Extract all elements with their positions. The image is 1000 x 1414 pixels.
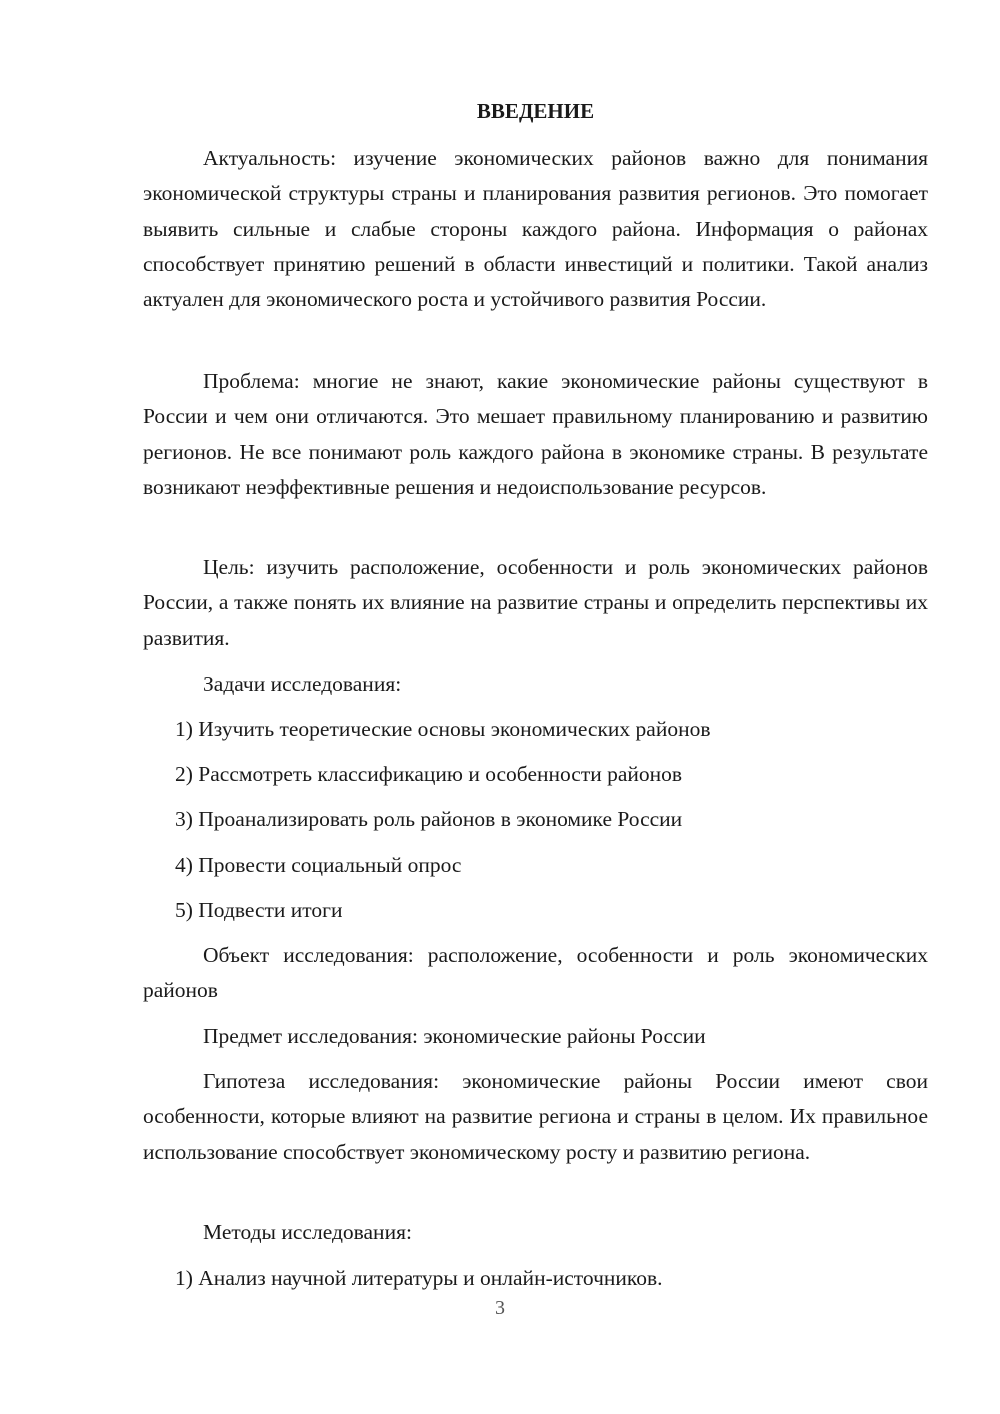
tasks-label: Задачи исследования: [203, 672, 402, 696]
method-item: 1) Анализ научной литературы и онлайн-источников. [175, 1266, 663, 1290]
paragraph-goal: Цель: изучить расположение, особенности и роль экономических районов России, а также понять их влияние на развитие страны и определить перспективы их развития. [143, 555, 928, 650]
task-item: 2) Рассмотреть классификацию и особенности районов [175, 762, 683, 786]
methods-label: Методы исследования: [203, 1220, 412, 1244]
paragraph-hypothesis: Гипотеза исследования: экономические районы России имеют свои особенности, которые влияют на развитие региона и страны в целом. Их правильное использование способствует экономическому росту и развитию региона. [143, 1069, 928, 1164]
task-item: 5) Подвести итоги [175, 898, 343, 922]
paragraph-relevance: Актуальность: изучение экономических районов важно для понимания экономической структуры страны и планирования развития регионов. Это помогает выявить сильные и слабые стороны каждого района. Информация о районах способствует принятию решений в области инвестиций и политики. Такой анализ актуален для экономического роста и устойчивого развития России. [143, 146, 928, 312]
task-item: 3) Проанализировать роль районов в экономике России [175, 807, 683, 831]
paragraph-problem: Проблема: многие не знают, какие экономические районы существуют в России и чем они отличаются. Это мешает правильному планированию и развитию регионов. Не все понимают роль каждого района в экономике страны. В результате возникают неэффективные решения и недоиспользование ресурсов. [143, 369, 928, 499]
task-item: 1) Изучить теоретические основы экономических районов [175, 717, 711, 741]
page-title: ВВЕДЕНИЕ [476, 99, 595, 123]
paragraph-object: Объект исследования: расположение, особенности и роль экономических районов [143, 943, 928, 1003]
task-item: 4) Провести социальный опрос [175, 853, 462, 877]
paragraph-subject: Предмет исследования: экономические районы России [203, 1024, 706, 1048]
page-number: 3 [495, 1297, 505, 1319]
